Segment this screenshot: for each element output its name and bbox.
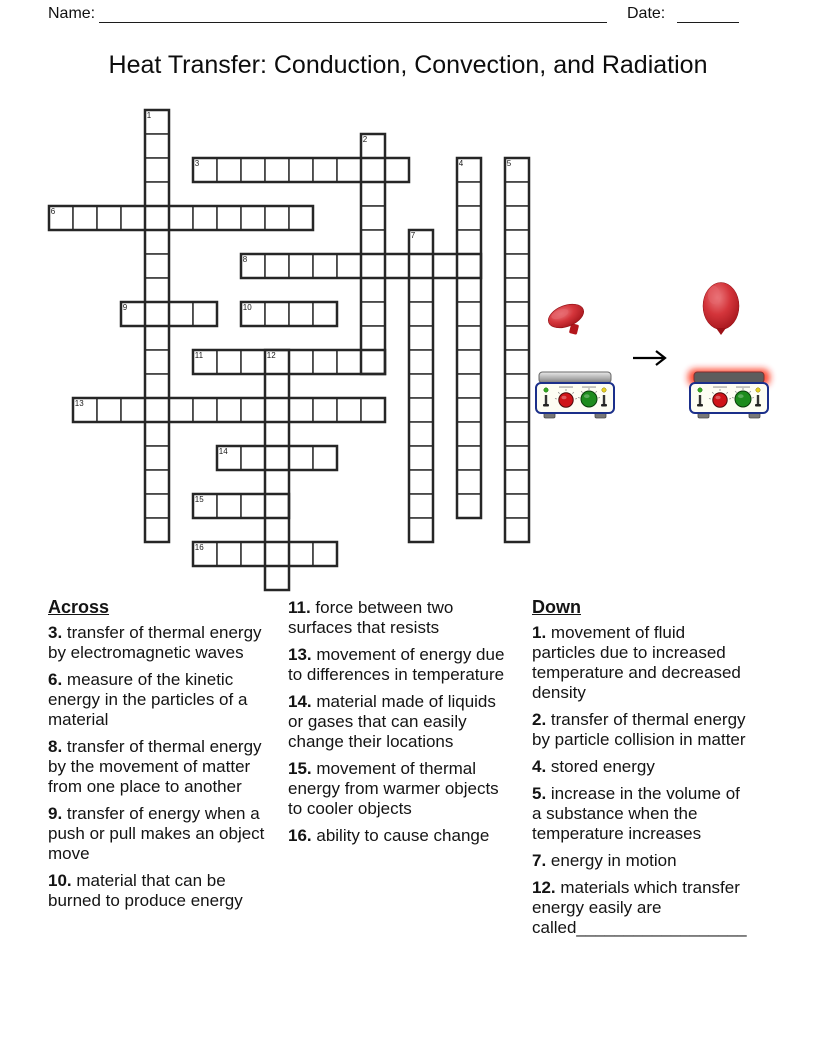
crossword-cell: [289, 254, 313, 278]
crossword-cell: [265, 398, 289, 422]
crossword-cell: [169, 206, 193, 230]
crossword-cell: [457, 230, 481, 254]
clue-text: transfer of thermal energy by the movement of matter from one place to another: [48, 737, 262, 796]
crossword-cell: [145, 398, 169, 422]
crossword-cell: [505, 518, 529, 542]
clue-number: 16.: [288, 826, 317, 845]
crossword-cell: [265, 470, 289, 494]
crossword-cell: [265, 542, 289, 566]
crossword-clue-number: 10: [242, 303, 252, 312]
crossword-cell: [313, 254, 337, 278]
across-clues-column-2: [288, 598, 506, 853]
crossword-cell: [73, 206, 97, 230]
down-clues-column: [532, 597, 752, 945]
crossword-cell: [361, 182, 385, 206]
clue-number: 13.: [288, 645, 317, 664]
crossword-cell: [265, 254, 289, 278]
crossword-cell: [409, 398, 433, 422]
crossword-cell: [361, 254, 385, 278]
crossword-cell: [97, 206, 121, 230]
crossword-cell: [457, 470, 481, 494]
crossword-grid: [40, 100, 550, 600]
clue-12: [532, 878, 752, 938]
crossword-cell: [241, 446, 265, 470]
crossword-cell: [337, 254, 361, 278]
crossword-cell: [409, 470, 433, 494]
crossword-cell: [217, 350, 241, 374]
clue-1: [532, 623, 752, 703]
name-label: Name:: [48, 5, 96, 22]
clue-number: 10.: [48, 871, 77, 890]
down-heading: Down: [532, 597, 581, 617]
crossword-cell: [97, 398, 121, 422]
crossword-cell: [289, 302, 313, 326]
date-label: Date:: [627, 5, 666, 22]
crossword-cell: [265, 422, 289, 446]
crossword-cell: [409, 494, 433, 518]
crossword-clue-number: 11: [194, 351, 204, 360]
crossword-clue-number: 15: [194, 495, 204, 504]
crossword-clue-number: 16: [194, 543, 204, 552]
crossword-cell: [289, 350, 313, 374]
crossword-cell: [337, 158, 361, 182]
crossword-cell: [505, 230, 529, 254]
arrow-right-icon: [633, 351, 665, 365]
crossword-cell: [145, 422, 169, 446]
crossword-cell: [361, 158, 385, 182]
crossword-cell: [313, 302, 337, 326]
crossword-cell: [145, 470, 169, 494]
clue-text: force between two surfaces that resists: [288, 598, 454, 637]
crossword-cell: [145, 230, 169, 254]
crossword-cell: [265, 302, 289, 326]
clue-2: [532, 710, 752, 750]
crossword-cell: [145, 446, 169, 470]
crossword-cell: [505, 494, 529, 518]
crossword-cell: [265, 494, 289, 518]
clue-text: transfer of energy when a push or pull makes an object move: [48, 804, 265, 863]
crossword-cell: [337, 350, 361, 374]
clue-8: [48, 737, 266, 797]
clue-text: ability to cause change: [316, 826, 490, 845]
crossword-cell: [457, 302, 481, 326]
crossword-cell: [457, 278, 481, 302]
clue-number: 1.: [532, 623, 551, 642]
crossword-cell: [457, 326, 481, 350]
clue-text: stored energy: [550, 757, 655, 776]
clue-number: 3.: [48, 623, 67, 642]
across-heading: Across: [48, 597, 110, 617]
crossword-cell: [289, 206, 313, 230]
crossword-cell: [457, 398, 481, 422]
crossword-cell: [217, 158, 241, 182]
clue-number: 5.: [532, 784, 551, 803]
crossword-cell: [457, 254, 481, 278]
crossword-cell: [313, 350, 337, 374]
crossword-cell: [145, 158, 169, 182]
crossword-cell: [433, 254, 457, 278]
crossword-clue-number: 5: [506, 159, 512, 168]
inflated-balloon-icon: [703, 283, 739, 336]
crossword-cell: [361, 230, 385, 254]
crossword-cell: [361, 302, 385, 326]
crossword-cell: [457, 422, 481, 446]
clue-text: energy in motion: [550, 851, 677, 870]
clue-4: [532, 757, 752, 777]
crossword-cell: [361, 278, 385, 302]
crossword-cell: [145, 518, 169, 542]
crossword-cell: [409, 350, 433, 374]
crossword-cell: [409, 278, 433, 302]
crossword-cell: [145, 206, 169, 230]
crossword-cell: [289, 398, 313, 422]
crossword-cell: [289, 446, 313, 470]
crossword-cell: [337, 398, 361, 422]
crossword-clue-number: 13: [74, 399, 84, 408]
clue-5: [532, 784, 752, 844]
worksheet-title: Heat Transfer: Conduction, Convection, and Radiation: [108, 51, 708, 79]
clue-9: [48, 804, 266, 864]
crossword-cell: [217, 494, 241, 518]
clue-number: 15.: [288, 759, 317, 778]
crossword-cell: [193, 302, 217, 326]
crossword-cell: [265, 158, 289, 182]
clue-text: movement of fluid particles due to increased temperature and decreased density: [532, 623, 741, 702]
clue-16: [288, 826, 506, 846]
crossword-cell: [505, 206, 529, 230]
crossword-cell: [409, 518, 433, 542]
clue-text: movement of energy due to differences in temperature: [288, 645, 505, 684]
crossword-cell: [505, 182, 529, 206]
crossword-cell: [289, 158, 313, 182]
crossword-cell: [145, 374, 169, 398]
crossword-clue-number: 6: [50, 207, 56, 216]
crossword-cell: [409, 446, 433, 470]
clue-14: [288, 692, 506, 752]
clue-number: 14.: [288, 692, 317, 711]
clue-number: 12.: [532, 878, 561, 897]
across-clues-column: [48, 597, 266, 918]
crossword-cell: [145, 134, 169, 158]
crossword-clue-number: 2: [362, 135, 368, 144]
clue-6: [48, 670, 266, 730]
crossword-clue-number: 4: [458, 159, 464, 168]
clue-10: [48, 871, 266, 911]
crossword-clue-number: 9: [122, 303, 128, 312]
crossword-cell: [457, 446, 481, 470]
crossword-cell: [145, 278, 169, 302]
crossword-cell: [505, 446, 529, 470]
crossword-clue-number: 3: [194, 159, 200, 168]
crossword-clue-number: 1: [146, 111, 152, 120]
crossword-clue-number: 8: [242, 255, 248, 264]
crossword-cell: [193, 398, 217, 422]
balloon-hotplate-illustration: [525, 265, 780, 430]
crossword-cell: [457, 374, 481, 398]
crossword-cell: [217, 398, 241, 422]
clue-number: 2.: [532, 710, 551, 729]
crossword-cell: [265, 446, 289, 470]
crossword-cell: [241, 398, 265, 422]
crossword-cell: [145, 350, 169, 374]
crossword-cell: [169, 398, 193, 422]
clue-text: movement of thermal energy from warmer objects to cooler objects: [288, 759, 499, 818]
crossword-cell: [457, 494, 481, 518]
crossword-cell: [265, 518, 289, 542]
clue-15: [288, 759, 506, 819]
clue-text: material that can be burned to produce energy: [48, 871, 243, 910]
clue-number: 7.: [532, 851, 551, 870]
crossword-cell: [241, 542, 265, 566]
crossword-cell: [409, 326, 433, 350]
crossword-cell: [145, 254, 169, 278]
clue-text: materials which transfer energy easily are called__________________: [532, 878, 747, 937]
crossword-cell: [217, 542, 241, 566]
crossword-cell: [241, 206, 265, 230]
clue-number: 4.: [532, 757, 551, 776]
crossword-cell: [313, 398, 337, 422]
crossword-cell: [361, 350, 385, 374]
crossword-cell: [505, 470, 529, 494]
clue-text: increase in the volume of a substance when the temperature increases: [532, 784, 740, 843]
crossword-cell: [361, 326, 385, 350]
crossword-cell: [385, 158, 409, 182]
crossword-cell: [457, 182, 481, 206]
crossword-cell: [409, 374, 433, 398]
crossword-cell: [265, 206, 289, 230]
crossword-cell: [409, 302, 433, 326]
crossword-cell: [145, 182, 169, 206]
crossword-cell: [457, 350, 481, 374]
crossword-cell: [241, 158, 265, 182]
crossword-cell: [361, 206, 385, 230]
crossword-cell: [385, 254, 409, 278]
clue-text: transfer of thermal energy by electromagnetic waves: [48, 623, 262, 662]
crossword-clue-number: 7: [410, 231, 416, 240]
crossword-cell: [241, 350, 265, 374]
name-blank-line: [99, 5, 607, 23]
clue-number: 9.: [48, 804, 67, 823]
crossword-cell: [313, 446, 337, 470]
crossword-cell: [145, 494, 169, 518]
clue-7: [532, 851, 752, 871]
deflated-balloon-icon: [545, 300, 587, 335]
clue-11: [288, 598, 506, 638]
crossword-cell: [121, 398, 145, 422]
crossword-cell: [289, 542, 313, 566]
hot-plate-on: [688, 369, 770, 418]
date-blank-line: [677, 5, 739, 23]
clue-text: measure of the kinetic energy in the particles of a material: [48, 670, 248, 729]
crossword-cell: [265, 566, 289, 590]
hot-plate-off: [536, 372, 614, 418]
crossword-cell: [457, 206, 481, 230]
crossword-cell: [265, 374, 289, 398]
clue-text: transfer of thermal energy by particle collision in matter: [532, 710, 746, 749]
clue-number: 6.: [48, 670, 67, 689]
crossword-cell: [313, 542, 337, 566]
crossword-clue-number: 14: [218, 447, 228, 456]
crossword-cell: [169, 302, 193, 326]
clue-text: material made of liquids or gases that can easily change their locations: [288, 692, 496, 751]
clue-3: [48, 623, 266, 663]
clue-13: [288, 645, 506, 685]
crossword-cell: [145, 302, 169, 326]
clue-number: 8.: [48, 737, 67, 756]
clue-number: 11.: [288, 598, 316, 617]
crossword-cell: [241, 494, 265, 518]
crossword-cell: [409, 422, 433, 446]
crossword-clue-number: 12: [266, 351, 276, 360]
crossword-cell: [361, 398, 385, 422]
crossword-cell: [121, 206, 145, 230]
crossword-cell: [145, 326, 169, 350]
crossword-cell: [313, 158, 337, 182]
crossword-cell: [409, 254, 433, 278]
crossword-cell: [217, 206, 241, 230]
crossword-cell: [193, 206, 217, 230]
